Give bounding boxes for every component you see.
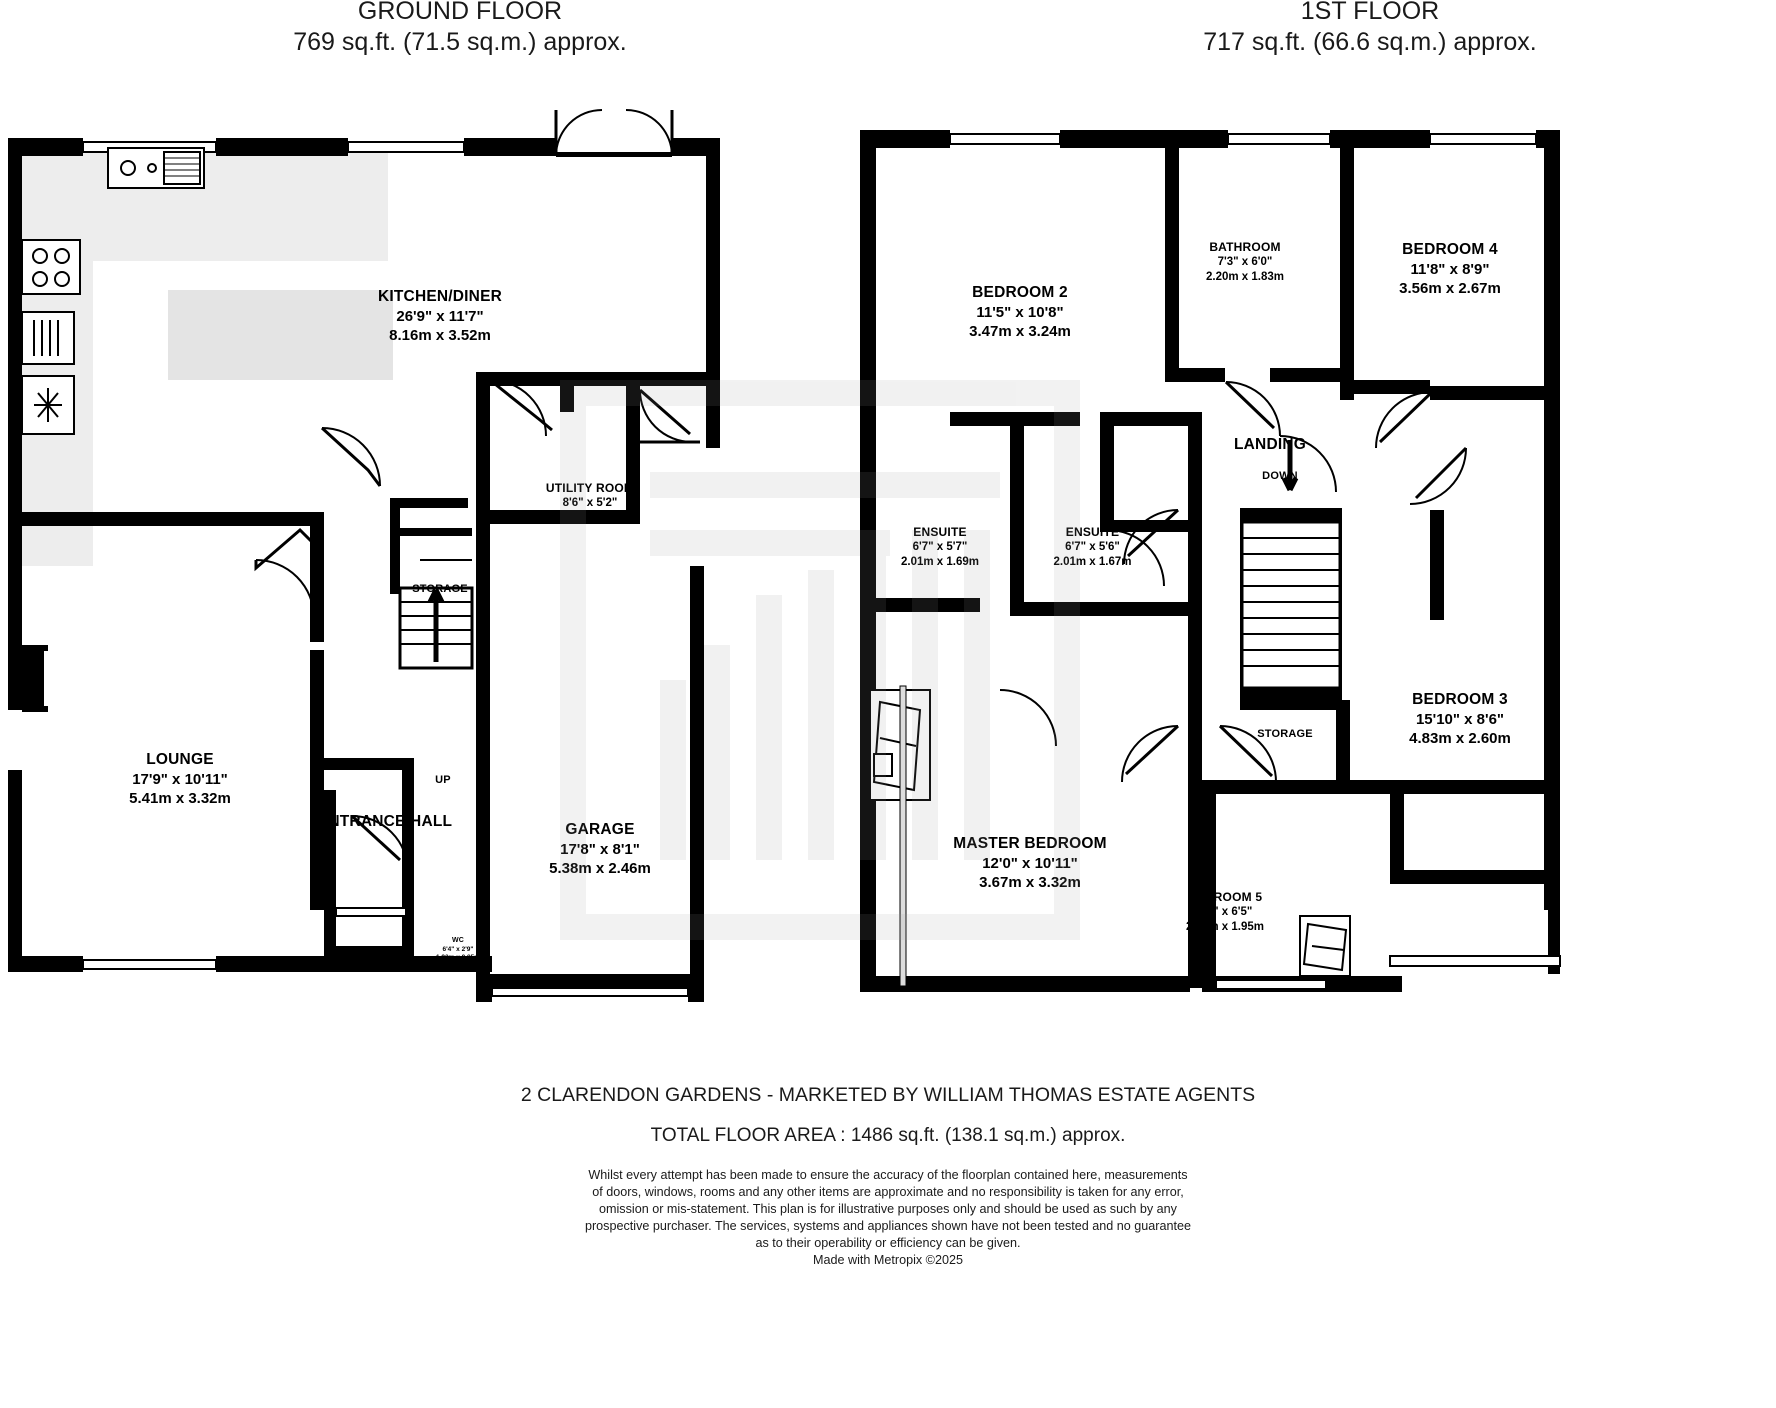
label-utility-room-name: UTILITY ROOM bbox=[545, 481, 635, 495]
label-bedroom-5-name: BEDROOM 5 bbox=[1187, 890, 1263, 904]
label-entrance-hall bbox=[285, 812, 485, 832]
label-bedroom-4 bbox=[1330, 240, 1570, 298]
label-lounge bbox=[70, 750, 290, 808]
label-up-name: UP bbox=[435, 774, 451, 786]
label-garage-imperial: 17'8" x 8'1" bbox=[560, 840, 640, 858]
label-wc-metric: 1.92m x 0.85m bbox=[435, 954, 481, 962]
first-floor-area-text: 717 sq.ft. (66.6 sq.m.) approx. bbox=[1203, 28, 1537, 56]
watermark-logo bbox=[560, 380, 1080, 940]
label-bedroom-2 bbox=[900, 283, 1140, 341]
label-lounge-metric: 5.41m x 3.32m bbox=[129, 790, 231, 808]
first-floor-title-text: 1ST FLOOR bbox=[1300, 0, 1440, 25]
label-kitchen-diner-metric: 8.16m x 3.52m bbox=[389, 327, 491, 345]
label-lounge-name: LOUNGE bbox=[146, 751, 214, 768]
label-storage-ground bbox=[380, 582, 500, 596]
label-ensuite-2-metric: 2.01m x 1.67m bbox=[1053, 556, 1132, 569]
label-bedroom-3-imperial: 15'10" x 8'6" bbox=[1415, 710, 1505, 728]
label-master-bedroom-metric: 3.67m x 3.32m bbox=[979, 874, 1081, 892]
label-bedroom-2-name: BEDROOM 2 bbox=[972, 284, 1068, 301]
label-garage-name: GARAGE bbox=[565, 821, 635, 838]
label-bedroom-4-imperial: 11'8" x 8'9" bbox=[1410, 260, 1490, 278]
label-bedroom-5-imperial: 8'9" x 6'5" bbox=[1197, 906, 1253, 919]
disclaimer-line-1: Whilst every attempt has been made to ensure the accuracy of the floorplan contained here, measurements bbox=[588, 1168, 1188, 1182]
label-kitchen-diner-name: KITCHEN/DINER bbox=[377, 288, 503, 305]
label-bedroom-5-metric: 2.66m x 1.95m bbox=[1185, 921, 1264, 934]
label-down bbox=[1205, 469, 1355, 483]
first-floor-title bbox=[1030, 0, 1710, 58]
label-bedroom-4-name: BEDROOM 4 bbox=[1402, 241, 1498, 258]
label-bathroom-imperial: 7'3" x 6'0" bbox=[1217, 256, 1273, 269]
label-ensuite-2-imperial: 6'7" x 5'6" bbox=[1065, 541, 1120, 554]
label-storage-first-name: STORAGE bbox=[1257, 728, 1313, 740]
label-utility-room-metric: 2.60m x 1.58m bbox=[550, 512, 629, 525]
label-bedroom-2-metric: 3.47m x 3.24m bbox=[969, 323, 1071, 341]
label-utility-room-imperial: 8'6" x 5'2" bbox=[562, 497, 618, 510]
label-ensuite-1-imperial: 6'7" x 5'7" bbox=[912, 541, 968, 554]
ground-floor-title-text: GROUND FLOOR bbox=[357, 0, 563, 25]
disclaimer-line-6: Made with Metropix ©2025 bbox=[813, 1253, 963, 1267]
label-kitchen-diner bbox=[300, 287, 580, 345]
label-storage-ground-name: STORAGE bbox=[412, 583, 468, 595]
label-wc-imperial: 6'4" x 2'9" bbox=[442, 945, 474, 953]
label-landing bbox=[1180, 435, 1360, 455]
ground-floor-area-text: 769 sq.ft. (71.5 sq.m.) approx. bbox=[293, 28, 627, 56]
ground-floor-title bbox=[120, 0, 800, 58]
footer-total-area: TOTAL FLOOR AREA : 1486 sq.ft. (138.1 sq.m.) approx. bbox=[650, 1125, 1126, 1146]
label-bedroom-5 bbox=[1140, 890, 1310, 935]
disclaimer-line-5: as to their operability or efficiency can be given. bbox=[755, 1236, 1021, 1250]
label-bedroom-2-imperial: 11'5" x 10'8" bbox=[976, 303, 1064, 321]
label-bedroom-4-metric: 3.56m x 2.67m bbox=[1399, 280, 1501, 298]
label-bathroom-metric: 2.20m x 1.83m bbox=[1205, 271, 1284, 284]
label-ensuite-1-metric: 2.01m x 1.69m bbox=[900, 556, 979, 569]
disclaimer-line-3: omission or mis-statement. This plan is for illustrative purposes only and should be used as such by any bbox=[599, 1202, 1177, 1216]
label-bedroom-3-name: BEDROOM 3 bbox=[1412, 691, 1508, 708]
label-master-bedroom-imperial: 12'0" x 10'11" bbox=[982, 854, 1078, 872]
label-bedroom-3-metric: 4.83m x 2.60m bbox=[1409, 730, 1511, 748]
label-garage-metric: 5.38m x 2.46m bbox=[549, 860, 651, 878]
footer-address: 2 CLARENDON GARDENS - MARKETED BY WILLIAM THOMAS ESTATE AGENTS bbox=[520, 1084, 1256, 1106]
label-wc bbox=[398, 937, 518, 963]
label-bathroom bbox=[1160, 240, 1330, 285]
label-bathroom-name: BATHROOM bbox=[1209, 240, 1281, 254]
label-wc-name: WC bbox=[451, 937, 465, 944]
footer-disclaimer bbox=[0, 1167, 1776, 1269]
label-kitchen-diner-imperial: 26'9" x 11'7" bbox=[396, 307, 484, 325]
disclaimer-line-2: of doors, windows, rooms and any other items are approximate and no responsibility is taken for any error, bbox=[592, 1185, 1184, 1199]
label-master-bedroom-name: MASTER BEDROOM bbox=[953, 835, 1107, 852]
label-down-name: DOWN bbox=[1262, 470, 1298, 482]
label-ensuite-1-name: ENSUITE bbox=[913, 525, 967, 539]
label-lounge-imperial: 17'9" x 10'11" bbox=[132, 770, 228, 788]
label-bedroom-3 bbox=[1340, 690, 1580, 748]
label-storage-first bbox=[1225, 727, 1345, 741]
label-entrance-hall-name: ENTRANCE HALL bbox=[317, 813, 453, 830]
label-ensuite-2-name: ENSUITE bbox=[1065, 525, 1120, 539]
label-up bbox=[398, 773, 488, 787]
disclaimer-line-4: prospective purchaser. The services, systems and appliances shown have not been tested and no guarantee bbox=[584, 1219, 1192, 1233]
label-landing-name: LANDING bbox=[1233, 436, 1306, 453]
